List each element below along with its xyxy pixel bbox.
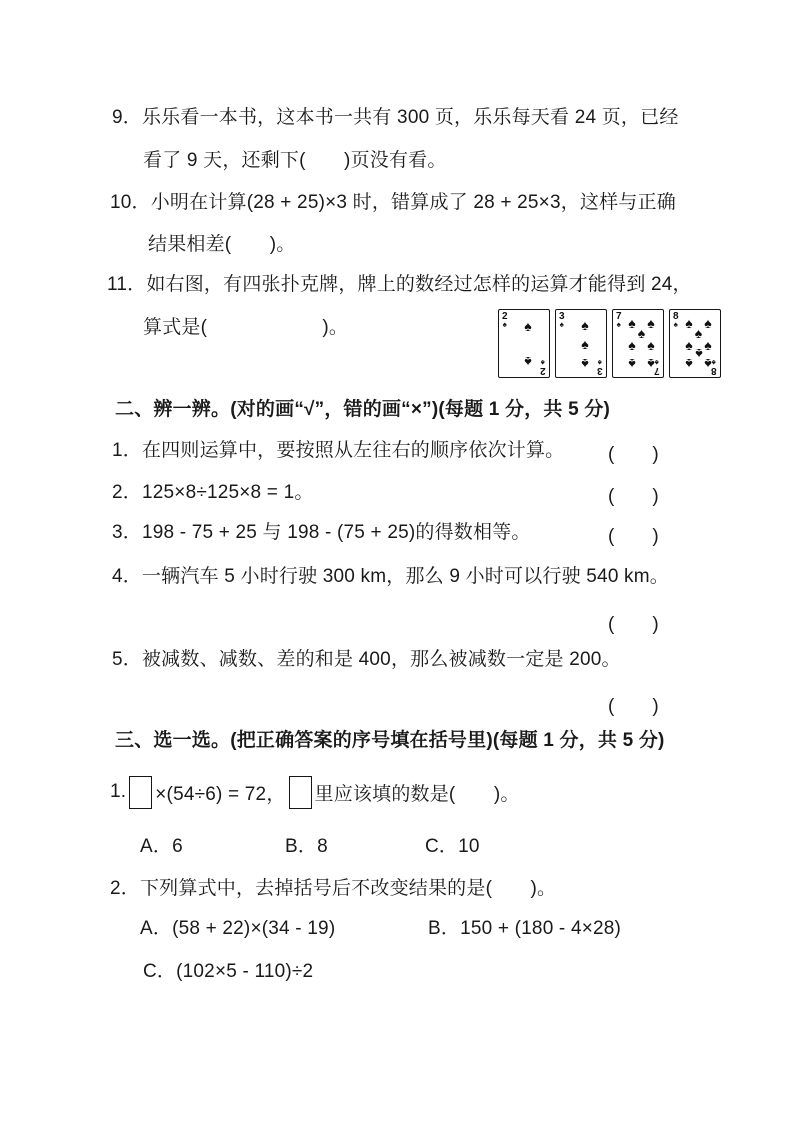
playing-card-2-of-spades bbox=[498, 309, 550, 378]
spade-icon: ♠ bbox=[616, 320, 621, 329]
spade-icon: ♠ bbox=[685, 315, 693, 332]
card-rank: 2 bbox=[502, 311, 508, 322]
spade-icon: ♠ bbox=[628, 355, 636, 372]
question-11-line-1: 11．如右图，有四张扑克牌，牌上的数经过怎样的运算才能得到 24， bbox=[107, 274, 692, 295]
spade-icon: ♠ bbox=[637, 325, 646, 342]
spade-icon: ♠ bbox=[673, 320, 678, 329]
spade-icon: ♠ bbox=[655, 358, 660, 367]
playing-card-3-of-spades bbox=[555, 309, 607, 378]
tf-item-4: 4．一辆汽车 5 小时行驶 300 km，那么 9 小时可以行驶 540 km。 bbox=[112, 566, 669, 587]
spade-icon: ♠ bbox=[694, 346, 703, 363]
spade-icon: ♠ bbox=[694, 324, 703, 341]
card-corner bbox=[711, 358, 717, 375]
card-rank: 2 bbox=[540, 365, 546, 376]
answer-box-1 bbox=[129, 776, 152, 809]
spade-icon: ♠ bbox=[685, 336, 693, 353]
spade-icon: ♠ bbox=[581, 355, 589, 372]
choice-question-1-part-2: 里应该填的数是( )。 bbox=[314, 783, 520, 805]
section-3-title: 三、选一选。(把正确答案的序号填在括号里)(每题 1 分，共 5 分) bbox=[115, 730, 665, 751]
choice-question-1-part-1: ×(54÷6) = 72， bbox=[155, 783, 286, 805]
choice-question-1-number: 1. bbox=[110, 781, 127, 802]
playing-card-7-of-spades bbox=[612, 309, 664, 378]
card-rank: 7 bbox=[654, 365, 660, 376]
q1-option-b: B．8 bbox=[285, 836, 328, 857]
question-10-line-1: 10．小明在计算(28 + 25)×3 时，错算成了 28 + 25×3，这样与正确 bbox=[110, 192, 676, 213]
spade-icon: ♠ bbox=[712, 358, 717, 367]
spade-icon: ♠ bbox=[704, 355, 712, 372]
spade-icon: ♠ bbox=[628, 336, 636, 353]
tf-item-3: 3．198 - 75 + 25 与 198 - (75 + 25)的得数相等。 bbox=[112, 522, 531, 543]
q2-option-b: B．150 + (180 - 4×28) bbox=[428, 918, 622, 939]
question-9-line-1: 9．乐乐看一本书，这本书一共有 300 页，乐乐每天看 24 页，已经 bbox=[112, 107, 679, 128]
card-corner bbox=[540, 358, 546, 375]
tf-item-2: 2．125×8÷125×8 = 1。 bbox=[112, 482, 314, 503]
spade-icon: ♠ bbox=[541, 358, 546, 367]
spade-icon: ♠ bbox=[559, 320, 564, 329]
answer-bracket-3: ( ) bbox=[608, 526, 659, 547]
card-corner bbox=[597, 358, 603, 375]
spade-icon: ♠ bbox=[502, 320, 507, 329]
choice-question-2: 2．下列算式中，去掉括号后不改变结果的是( )。 bbox=[110, 878, 557, 899]
answer-bracket-4: ( ) bbox=[608, 614, 659, 635]
answer-bracket-2: ( ) bbox=[608, 486, 659, 507]
choice-question-1 bbox=[110, 774, 520, 810]
question-9-line-2: 看了 9 天，还剩下( )页没有看。 bbox=[143, 150, 447, 171]
answer-box-2 bbox=[289, 776, 312, 809]
section-2-title: 二、辨一辨。(对的画“√”，错的画“×”)(每题 1 分，共 5 分) bbox=[115, 399, 611, 420]
tf-item-5: 5．被减数、减数、差的和是 400，那么被减数一定是 200。 bbox=[112, 649, 621, 670]
playing-card-8-of-spades bbox=[669, 309, 721, 378]
card-rank: 8 bbox=[673, 311, 679, 322]
spade-icon: ♠ bbox=[647, 315, 655, 332]
answer-bracket-1: ( ) bbox=[608, 444, 659, 465]
question-10-line-2: 结果相差( )。 bbox=[148, 234, 296, 255]
q2-option-c: C．(102×5 - 110)÷2 bbox=[143, 961, 314, 982]
card-rank: 3 bbox=[559, 311, 565, 322]
spade-icon: ♠ bbox=[704, 315, 712, 332]
card-rank: 3 bbox=[597, 365, 603, 376]
spade-icon: ♠ bbox=[581, 335, 589, 352]
spade-icon: ♠ bbox=[647, 355, 655, 372]
spade-icon: ♠ bbox=[598, 358, 603, 367]
q2-option-a: A．(58 + 22)×(34 - 19) bbox=[140, 918, 336, 939]
spade-icon: ♠ bbox=[628, 315, 636, 332]
question-11-line-2: 算式是( )。 bbox=[143, 317, 349, 338]
answer-bracket-5: ( ) bbox=[608, 696, 659, 717]
spade-icon: ♠ bbox=[685, 355, 693, 372]
q1-option-a: A．6 bbox=[140, 836, 183, 857]
card-rank: 8 bbox=[711, 365, 717, 376]
spade-icon: ♠ bbox=[704, 336, 712, 353]
spade-icon: ♠ bbox=[647, 336, 655, 353]
spade-icon: ♠ bbox=[581, 316, 589, 333]
tf-item-1: 1．在四则运算中，要按照从左往右的顺序依次计算。 bbox=[112, 440, 565, 461]
spade-icon: ♠ bbox=[524, 354, 532, 371]
card-corner bbox=[654, 358, 660, 375]
spade-icon: ♠ bbox=[524, 318, 532, 335]
card-rank: 7 bbox=[616, 311, 622, 322]
q1-option-c: C．10 bbox=[425, 836, 480, 857]
